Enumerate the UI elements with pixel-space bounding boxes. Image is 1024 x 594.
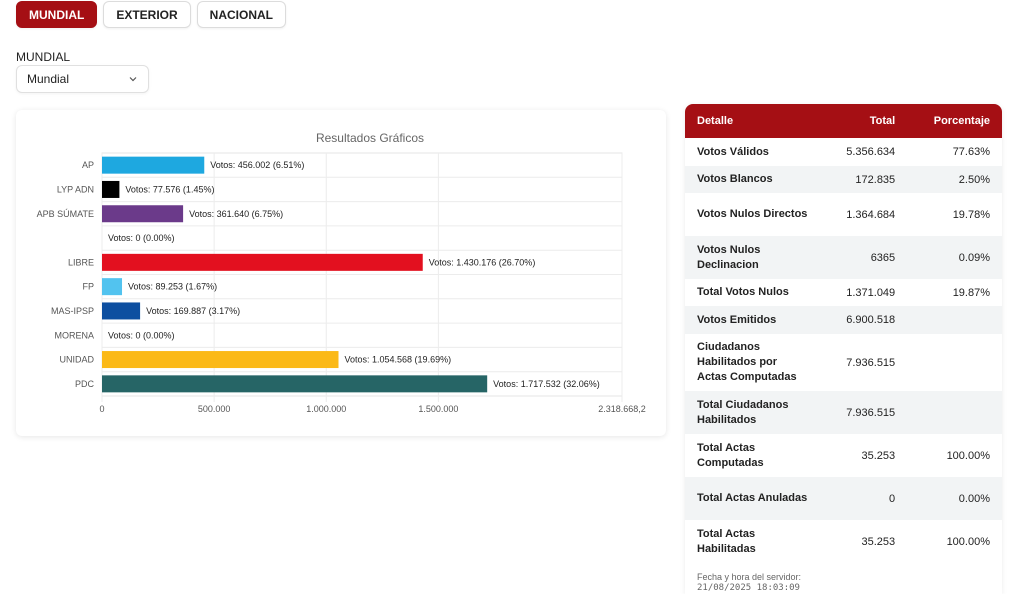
bar-data-label: Votos: 1.430.176 (26.70%): [428, 257, 536, 268]
row-total: 0: [889, 492, 896, 505]
row-total: 172.835: [855, 173, 896, 186]
row-total: 5.356.634: [846, 146, 896, 158]
row-detalle: Total Ciudadanos Habilitados: [697, 398, 789, 426]
row-total: 1.371.049: [846, 286, 896, 299]
y-category-label: FP: [82, 281, 94, 292]
y-category-label: UNIDAD: [59, 354, 94, 365]
row-porcentaje: 19.87%: [952, 286, 990, 299]
bar: [102, 375, 487, 392]
table-row: [685, 193, 1002, 236]
results-table-card: [685, 104, 1002, 594]
results-chart-card: [16, 110, 666, 436]
bar-data-label: Votos: 0 (0.00%): [108, 330, 175, 341]
y-category-label: LYP ADN: [56, 184, 94, 195]
table-row: [685, 391, 1002, 434]
row-detalle: Votos Emitidos: [697, 313, 777, 326]
row-total: 7.936.515: [846, 406, 896, 419]
row-porcentaje: [907, 306, 1002, 334]
bar: [102, 157, 204, 174]
filter-label: MUNDIAL: [16, 50, 71, 64]
bar: [102, 254, 423, 271]
bar-data-label: Votos: 456.002 (6.51%): [210, 160, 305, 171]
row-detalle: Votos Nulos Declinacion: [697, 243, 761, 271]
header-porcentaje: Porcentaje: [907, 104, 1002, 138]
bar: [102, 205, 183, 222]
table-header-row: [685, 104, 1002, 138]
table-row: [685, 306, 1002, 334]
y-category-label: APB SÚMATE: [36, 208, 94, 219]
row-total: 6.900.518: [846, 314, 896, 326]
bar-data-label: Votos: 1.717.532 (32.06%): [493, 378, 600, 389]
y-category-label: LIBRE: [67, 257, 94, 268]
y-category-label: PDC: [74, 378, 94, 389]
row-detalle: Total Actas Computadas: [697, 441, 764, 469]
table-row: [685, 279, 1002, 306]
table-row: [685, 477, 1002, 520]
row-detalle: Total Actas Habilitadas: [697, 527, 756, 555]
row-total: 6365: [870, 251, 896, 264]
bar-data-label: Votos: 89.253 (1.67%): [128, 281, 218, 292]
row-porcentaje: 100.00%: [946, 535, 990, 548]
bar-data-label: Votos: 1.054.568 (19.69%): [344, 354, 452, 365]
row-porcentaje: 0.09%: [958, 251, 990, 264]
bar: [102, 278, 122, 295]
chart-title: Resultados Gráficos: [315, 131, 425, 145]
row-detalle: Votos Válidos: [697, 145, 769, 158]
table-row: [685, 138, 1002, 166]
server-time-value: 21/08/2025 18:03:09: [697, 583, 800, 593]
scope-select-value: Mundial: [27, 72, 70, 86]
row-porcentaje: [907, 334, 1002, 391]
table-row: [685, 520, 1002, 563]
table-row: [685, 166, 1002, 193]
row-detalle: Votos Blancos: [697, 173, 773, 185]
table-row: [685, 434, 1002, 477]
row-porcentaje: 100.00%: [946, 449, 990, 462]
y-category-label: MAS-IPSP: [50, 305, 94, 316]
row-total: 1.364.684: [846, 208, 896, 221]
row-total: 35.253: [861, 535, 896, 548]
row-detalle: Votos Nulos Directos: [697, 208, 808, 220]
row-detalle: Ciudadanos Habilitados por Actas Computadas: [697, 341, 797, 383]
header-detalle: Detalle: [685, 104, 821, 138]
chevron-down-icon: [128, 74, 138, 84]
tab-exterior[interactable]: EXTERIOR: [103, 1, 190, 28]
bar: [102, 351, 339, 368]
row-porcentaje: [907, 391, 1002, 434]
row-total: 35.253: [861, 449, 896, 462]
bar-data-label: Votos: 77.576 (1.45%): [125, 184, 215, 195]
header-total: Total: [821, 104, 907, 138]
row-total: 7.936.515: [846, 356, 896, 369]
tab-mundial[interactable]: MUNDIAL: [16, 1, 97, 28]
x-tick-label: 500.000: [197, 404, 231, 414]
row-detalle: Total Actas Anuladas: [697, 492, 808, 504]
row-detalle: Total Votos Nulos: [697, 286, 789, 298]
bar: [102, 181, 119, 198]
server-timestamp: [697, 572, 801, 594]
scope-select[interactable]: [16, 65, 149, 93]
bar-data-label: Votos: 361.640 (6.75%): [189, 208, 284, 219]
results-bar-chart: [16, 110, 666, 436]
scope-tabs: [16, 1, 286, 28]
row-porcentaje: 77.63%: [952, 146, 990, 158]
server-time-label: Fecha y hora del servidor:: [697, 572, 802, 582]
bar-data-label: Votos: 169.887 (3.17%): [146, 305, 241, 316]
x-tick-label: 0: [99, 404, 105, 414]
row-porcentaje: 2.50%: [958, 173, 990, 186]
x-tick-label: 1.000.000: [306, 404, 347, 414]
table-row: [685, 334, 1002, 391]
row-porcentaje: 19.78%: [952, 208, 990, 221]
bar: [102, 302, 140, 319]
x-tick-label: 2.318.668,2: [598, 404, 646, 414]
table-row: [685, 236, 1002, 279]
x-tick-label: 1.500.000: [418, 404, 459, 414]
tab-nacional[interactable]: NACIONAL: [197, 1, 286, 28]
y-category-label: MORENA: [54, 330, 94, 341]
row-porcentaje: 0.00%: [958, 492, 990, 505]
bar-data-label: Votos: 0 (0.00%): [108, 233, 175, 244]
results-table: [685, 104, 1002, 563]
y-category-label: AP: [81, 160, 94, 171]
